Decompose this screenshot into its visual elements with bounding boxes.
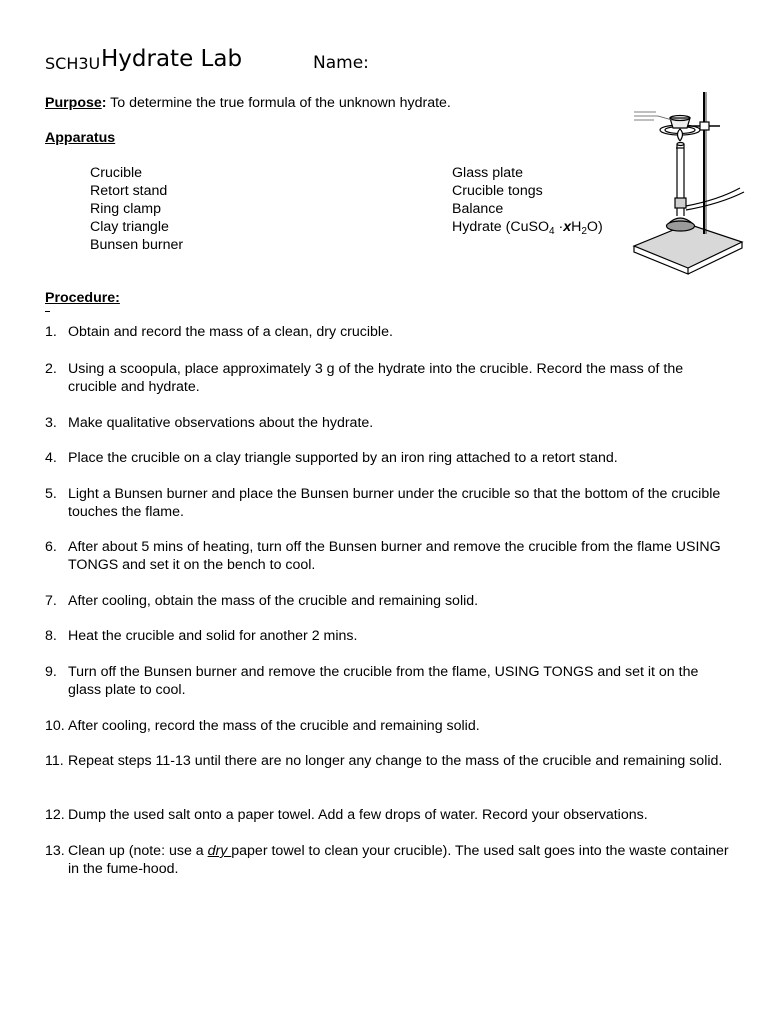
step-number: 3.: [45, 415, 57, 431]
step-text: Repeat steps 11-13 until there are no longer any change to the mass of the crucible and remaining solid.: [68, 753, 723, 769]
step-number: 8.: [45, 628, 57, 644]
page-title: Hydrate Lab: [101, 46, 243, 72]
step-text: After about 5 mins of heating, turn off the Bunsen burner and remove the crucible from the flame USING TONGS and set it on the bench to cool.: [68, 539, 721, 573]
step-number: 12.: [45, 807, 65, 823]
step-text: [68, 842, 733, 878]
step-number: 10.: [45, 718, 65, 734]
bunsen-burner-apparatus-illustration: [628, 88, 748, 280]
apparatus-list-left: [90, 164, 183, 254]
purpose-text: To determine the true formula of the unknown hydrate.: [106, 95, 451, 111]
step-number: 6.: [45, 539, 57, 555]
purpose-colon: :: [101, 95, 107, 111]
step-number: 13.: [45, 843, 65, 859]
apparatus-item: Glass plate: [452, 165, 523, 181]
hydrate-subscript-4: 4: [548, 226, 555, 237]
step-text: Light a Bunsen burner and place the Bunsen burner under the crucible so that the bottom of the crucible touches the flame.: [68, 486, 721, 520]
step-text: After cooling, record the mass of the crucible and remaining solid.: [68, 718, 480, 734]
step-text: Heat the crucible and solid for another 2 mins.: [68, 628, 358, 644]
step-text: Place the crucible on a clay triangle supported by an iron ring attached to a retort stand.: [68, 450, 618, 466]
hydrate-x: x: [563, 219, 572, 235]
purpose-line: [45, 94, 565, 112]
apparatus-item: Balance: [452, 201, 504, 217]
step-text: Obtain and record the mass of a clean, dry crucible.: [68, 324, 393, 340]
step13-text-after: paper towel to clean your crucible). The used salt goes into the waste container in the fume-hood.: [68, 843, 729, 877]
hydrate-suffix: O): [586, 219, 603, 235]
step-number: 7.: [45, 593, 57, 609]
step-number: 11.: [45, 753, 64, 769]
apparatus-list-right: [452, 164, 603, 236]
step-number: 5.: [45, 486, 57, 502]
step13-text-before: Clean up (note: use a: [68, 843, 208, 859]
step-text: Dump the used salt onto a paper towel. Add a few drops of water. Record your observations.: [68, 807, 648, 823]
purpose-label: Purpose: [45, 95, 102, 111]
step-text: Turn off the Bunsen burner and remove the crucible from the flame, USING TONGS and set it on the glass plate to cool.: [68, 664, 699, 698]
step-number: 1.: [45, 324, 57, 340]
hydrate-subscript-2: 2: [581, 226, 587, 237]
procedure-heading: Procedure:: [45, 290, 120, 306]
course-code: SCH3U: [45, 54, 101, 73]
apparatus-item: Clay triangle: [90, 219, 169, 235]
apparatus-item: Ring clamp: [90, 201, 161, 217]
step13-emphasis-dry: dry: [207, 843, 232, 859]
apparatus-item: Bunsen burner: [90, 237, 184, 253]
apparatus-item: Retort stand: [90, 183, 168, 199]
step-number: 2.: [45, 361, 57, 377]
apparatus-item: Crucible tongs: [452, 183, 543, 199]
hydrate-prefix: Hydrate (CuSO: [452, 219, 549, 235]
apparatus-item-hydrate: [452, 218, 603, 236]
name-label: Name:: [313, 53, 369, 73]
hydrate-h: H: [571, 219, 582, 235]
step-text: Make qualitative observations about the hydrate.: [68, 415, 374, 431]
step-number: 4.: [45, 450, 57, 466]
hydrate-dot: ·: [554, 219, 564, 235]
step-text: Using a scoopula, place approximately 3 g of the hydrate into the crucible. Record the mass of the crucible and hydrate.: [68, 361, 684, 395]
step-text: After cooling, obtain the mass of the crucible and remaining solid.: [68, 593, 479, 609]
header: [45, 46, 725, 80]
step-number: 9.: [45, 664, 57, 680]
apparatus-item: Crucible: [90, 165, 143, 181]
apparatus-heading: Apparatus: [45, 130, 116, 146]
stray-mark: [45, 311, 50, 312]
